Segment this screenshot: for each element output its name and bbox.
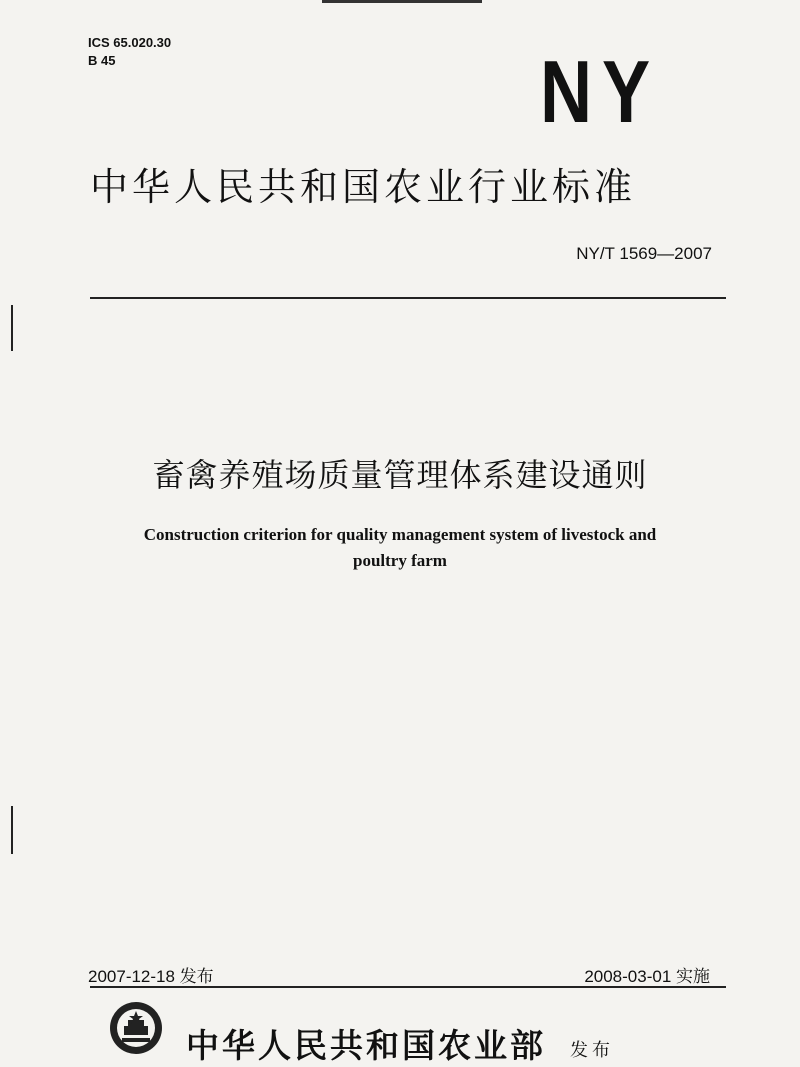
edge-mark-lower	[11, 806, 13, 854]
divider-bottom	[90, 986, 726, 988]
ics-code: ICS 65.020.30	[88, 35, 172, 50]
classification-codes	[88, 34, 171, 70]
standard-number: NY/T 1569—2007	[576, 244, 712, 263]
document-title-en: Construction criterion for quality management system of livestock and poultry farm	[143, 525, 657, 570]
ny-logo: NY	[540, 42, 660, 141]
standard-title: 中华人民共和国农业行业标准	[90, 165, 637, 209]
top-edge-bar	[322, 0, 482, 3]
divider-top	[90, 297, 726, 299]
issue-date: 2007-12-18 发布	[88, 967, 214, 986]
issuer-suffix: 发布	[570, 1040, 614, 1061]
issuer-name: 中华人民共和国农业部	[186, 1026, 546, 1065]
edge-mark-upper	[11, 305, 13, 351]
document-title-cn: 畜禽养殖场质量管理体系建设通则	[152, 456, 648, 494]
classification-code: B 45	[88, 53, 116, 68]
effective-date: 2008-03-01 实施	[584, 967, 710, 986]
national-emblem-icon	[108, 1000, 164, 1056]
